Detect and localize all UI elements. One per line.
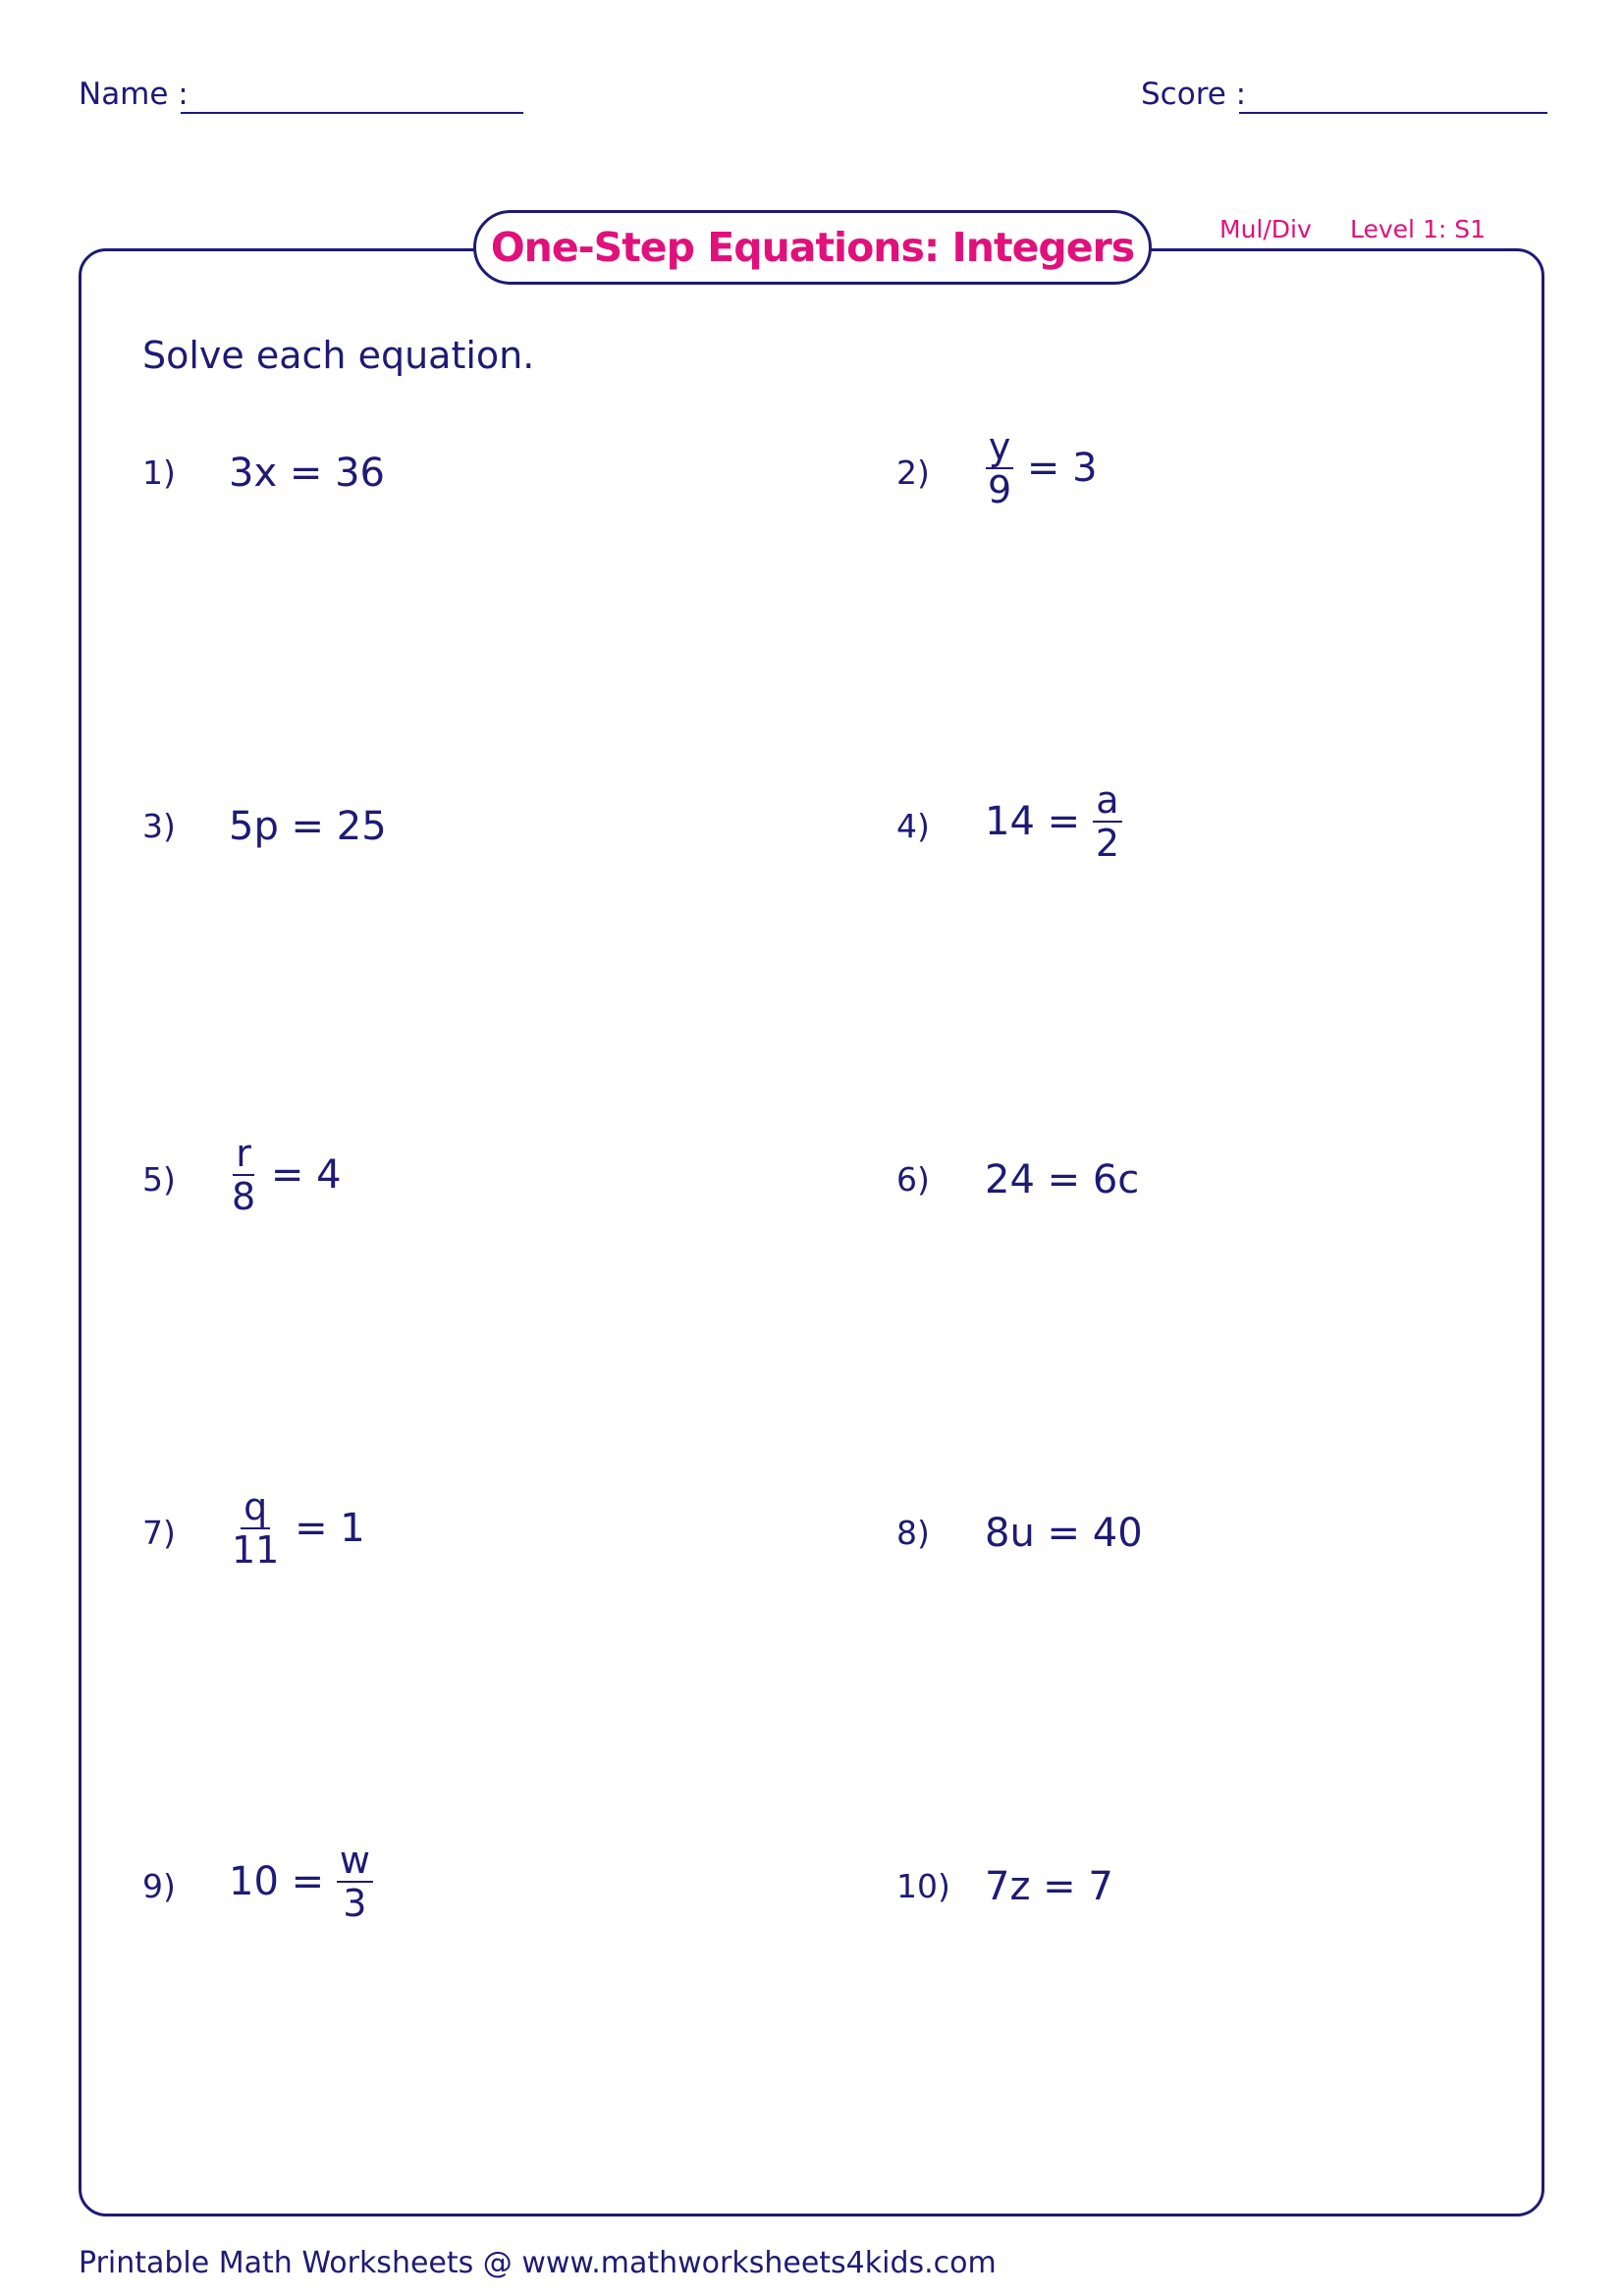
score-line[interactable] xyxy=(1239,112,1547,114)
equation-text: = 4 xyxy=(258,1152,342,1198)
equation-text: 10 = xyxy=(229,1859,337,1904)
equation xyxy=(985,1156,1139,1203)
problem-number: 5) xyxy=(142,1160,176,1199)
equation-text: 5p = 25 xyxy=(229,804,387,849)
problem-number: 9) xyxy=(142,1867,176,1905)
operation-tag: Mul/Div xyxy=(1219,215,1312,243)
problem-number: 2) xyxy=(896,454,930,492)
equation-text: 14 = xyxy=(985,799,1093,844)
equation-text: 3x = 36 xyxy=(229,451,385,496)
score-label: Score : xyxy=(1141,77,1247,112)
fraction xyxy=(1093,778,1122,865)
fraction-numerator: w xyxy=(337,1842,373,1883)
worksheet-title: One-Step Equations: Integers xyxy=(473,210,1152,285)
footer xyxy=(79,2246,997,2281)
equation xyxy=(985,1863,1113,1910)
equation-text: 7z = 7 xyxy=(985,1864,1113,1909)
fraction-denominator: 8 xyxy=(232,1175,256,1218)
equation-text: = 3 xyxy=(1014,446,1098,491)
problem-number: 3) xyxy=(142,807,176,845)
equation-text: 8u = 40 xyxy=(985,1511,1143,1556)
equation xyxy=(229,1485,365,1572)
equation-text: 24 = 6c xyxy=(985,1157,1140,1202)
problem-number: 4) xyxy=(896,807,930,845)
fraction-numerator: q xyxy=(241,1488,270,1529)
fraction xyxy=(985,425,1014,511)
fraction xyxy=(337,1839,373,1925)
fraction-numerator: a xyxy=(1093,781,1121,823)
problem-number: 6) xyxy=(896,1160,930,1199)
equation xyxy=(985,425,1098,511)
equation xyxy=(985,778,1122,865)
footer-prefix: Printable Math Worksheets @ xyxy=(79,2246,522,2280)
equation xyxy=(229,803,387,850)
fraction-denominator: 3 xyxy=(343,1882,367,1925)
fraction-numerator: r xyxy=(233,1135,254,1176)
fraction-numerator: y xyxy=(986,428,1014,469)
fraction xyxy=(229,1485,282,1572)
fraction-denominator: 9 xyxy=(988,468,1012,511)
fraction-denominator: 11 xyxy=(232,1528,280,1572)
equation xyxy=(229,1839,373,1925)
equation xyxy=(229,1132,342,1218)
problem-number: 8) xyxy=(896,1514,930,1552)
problem-number: 10) xyxy=(896,1867,950,1905)
equation xyxy=(985,1510,1143,1557)
problem-number: 1) xyxy=(142,454,176,492)
footer-url[interactable]: www.mathworksheets4kids.com xyxy=(521,2246,997,2280)
problem-number: 7) xyxy=(142,1514,176,1552)
equation xyxy=(229,450,385,497)
equation-text: = 1 xyxy=(282,1506,365,1551)
level-tag: Level 1: S1 xyxy=(1350,215,1486,243)
fraction-denominator: 2 xyxy=(1095,822,1120,865)
fraction xyxy=(229,1132,258,1218)
instructions: Solve each equation. xyxy=(142,334,535,377)
name-line[interactable] xyxy=(181,112,523,114)
name-label: Name : xyxy=(79,77,189,112)
